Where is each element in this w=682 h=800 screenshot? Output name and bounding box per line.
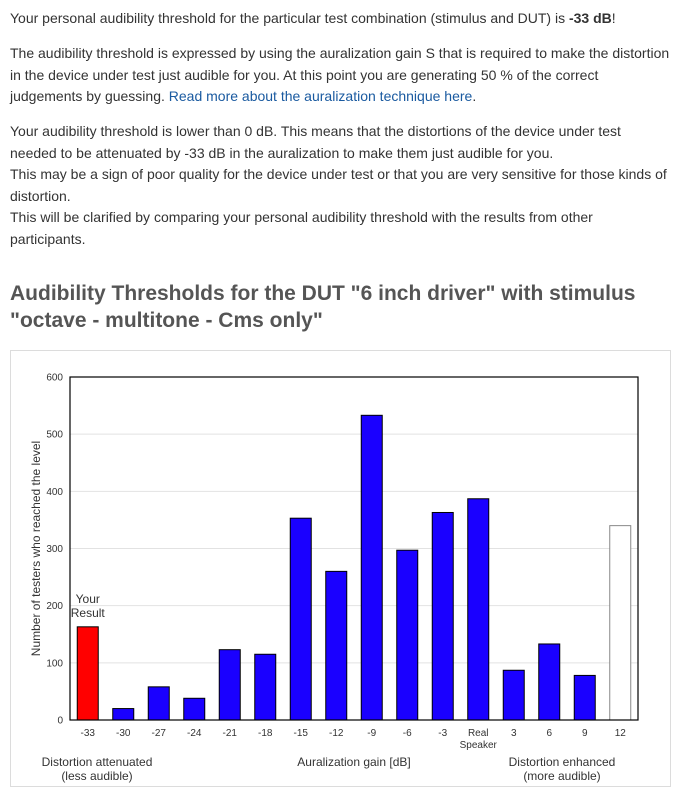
x-left-note: Distortion attenuated (less audible) — [41, 755, 153, 783]
threshold-value: -33 dB — [568, 10, 612, 26]
x-tick-label: -30 — [116, 728, 131, 739]
x-right-note: Distortion enhanced (more audible) — [508, 755, 616, 783]
bar--15 — [290, 518, 311, 720]
chart-heading: Audibility Thresholds for the DUT "6 inch driver" with stimulus "octave - multitone - Cms only" — [10, 282, 636, 332]
bar-3 — [503, 670, 524, 720]
x-tick-label: 12 — [614, 728, 626, 739]
threshold-suffix: ! — [611, 10, 616, 26]
bar--30 — [113, 709, 134, 720]
y-tick-label: 200 — [46, 601, 63, 613]
audibility-bar-chart — [11, 351, 670, 786]
x-tick-label: 9 — [581, 728, 588, 739]
bar--18 — [255, 654, 276, 720]
x-tick-label: -9 — [367, 728, 377, 739]
x-tick-label: -3 — [438, 728, 448, 739]
y-tick-label: 0 — [57, 715, 63, 727]
y-tick-label: 600 — [46, 372, 63, 384]
x-tick-label: 3 — [510, 728, 517, 739]
bar-9 — [574, 675, 595, 720]
your-result-label: Your Result — [70, 591, 105, 620]
bar--21 — [219, 650, 240, 720]
explanation-text: The audibility threshold is expressed by using the auralization gain S that is required to make the distortion in the device under test just audible for you. At this point you are generating 50 % of the correct judgements by guessing. — [10, 45, 670, 104]
x-tick-label: 6 — [546, 728, 553, 739]
bar--12 — [326, 571, 347, 720]
interpretation-line-2: This may be a sign of poor quality for the device under test or that you are very sensitive for those kinds of distortion. — [10, 166, 667, 204]
y-tick-label: 500 — [46, 429, 63, 441]
bar-6 — [539, 644, 560, 720]
y-tick-label: 400 — [46, 486, 63, 498]
auralization-technique-link[interactable]: Read more about the auralization technique here — [168, 88, 473, 104]
bar--27 — [148, 687, 169, 720]
bar--9 — [361, 415, 382, 720]
bar--6 — [397, 550, 418, 720]
x-tick-label: -6 — [402, 728, 412, 739]
x-tick-label: -21 — [222, 728, 237, 739]
interpretation-line-3: This will be clarified by comparing your personal audibility threshold with the results from other participants. — [10, 209, 593, 247]
x-tick-label: -24 — [187, 728, 202, 739]
bar--33 — [77, 627, 98, 720]
x-tick-label: Real Speaker — [459, 728, 497, 751]
explanation-period: . — [472, 88, 477, 104]
bar--3 — [432, 512, 453, 720]
explanation-paragraph — [10, 43, 670, 108]
x-tick-label: -27 — [151, 728, 166, 739]
x-tick-label: -15 — [293, 728, 308, 739]
bar-12 — [610, 526, 631, 720]
threshold-prefix: Your personal audibility threshold for the particular test combination (stimulus and DUT) is — [10, 10, 569, 26]
chart-container — [10, 350, 671, 787]
threshold-statement — [10, 8, 670, 30]
interpretation-line-1: Your audibility threshold is lower than 0 dB. This means that the distortions of the device under test needed to be attenuated by -33 dB in the auralization to make them just audible for you. — [10, 123, 621, 161]
bar--24 — [184, 698, 205, 720]
interpretation-paragraph — [10, 121, 670, 250]
x-tick-label: -18 — [258, 728, 273, 739]
y-tick-label: 300 — [46, 544, 63, 555]
y-tick-label: 100 — [46, 658, 63, 670]
y-axis-label: Number of testers who reached the level — [29, 440, 43, 657]
bar-real-speaker — [468, 499, 489, 720]
x-axis-label: Auralization gain [dB] — [297, 755, 411, 769]
x-tick-label: -12 — [329, 728, 344, 739]
x-tick-label: -33 — [80, 728, 95, 739]
